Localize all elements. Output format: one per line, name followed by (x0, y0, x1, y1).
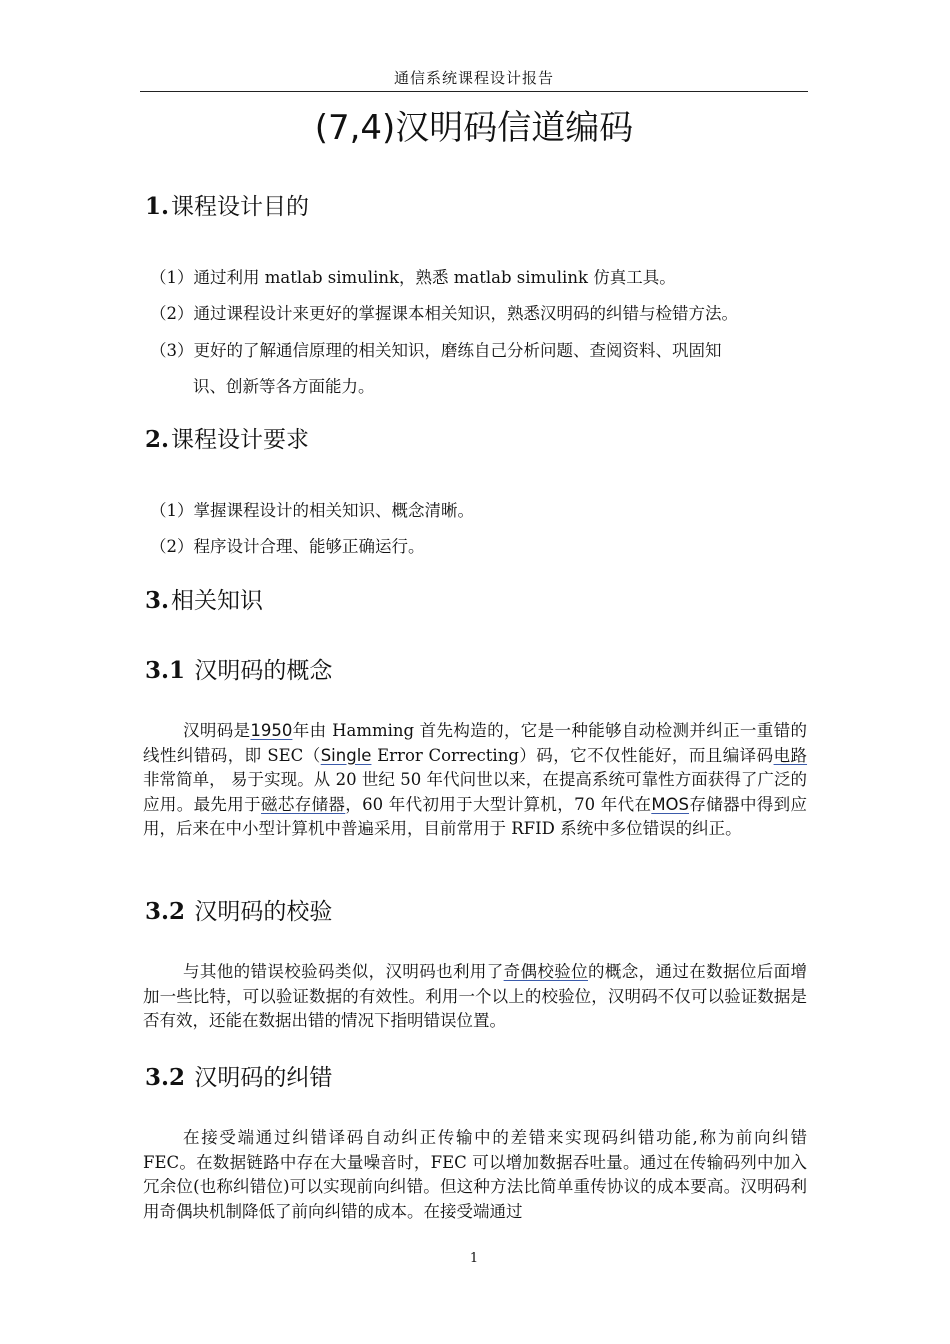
text-run: 与其他的错误校验码类似，汉明码也利用了 (183, 962, 504, 981)
text-run: Error Correcting）码，它不仅性能好，而且编译码 (371, 745, 774, 765)
section-1-heading (145, 188, 309, 221)
section-number: 3.1 (145, 657, 186, 684)
section-number: 1. (145, 193, 170, 220)
link-magnetic-core-memory[interactable]: 磁芯存储器 (261, 794, 346, 814)
text-run: ，60 年代初用于大型计算机，70 年代在 (345, 794, 652, 814)
section-title: 课程设计要求 (171, 427, 310, 453)
list-item: （1）掌握课程设计的相关知识、概念清晰。 (150, 501, 474, 520)
section-3-2b-heading (145, 1059, 332, 1092)
section-3-heading (145, 582, 263, 615)
list-item: （1）通过利用 matlab simulink，熟悉 matlab simulink 仿真工具。 (150, 268, 676, 287)
text-run: 非常简单， 易于实现。从 20 世纪 50 年代问世以来，在提高系统可靠性方面获得了广泛的应用。最先用于 (143, 770, 807, 814)
page-number: 1 (469, 1251, 479, 1266)
document-title: (7,4)汉明码信道编码 (314, 108, 634, 148)
section-3-1-heading (145, 652, 332, 685)
page-header: 通信系统课程设计报告 (393, 69, 554, 87)
link-1950[interactable]: 1950 (250, 721, 293, 740)
section-title: 汉明码的概念 (187, 658, 333, 684)
paragraph-check (143, 960, 807, 1034)
paragraph-correction: 在接受端通过纠错译码自动纠正传输中的差错来实现码纠错功能,称为前向纠错 FEC。在数据链路中存在大量噪音时，FEC 可以增加数据吞吐量。通过在传输码列中加入冗余位(也称纠错位)可以实现前向纠错。但这种方法比简单重传协议的成本要高。汉明码利用奇偶块机制降低了前向纠错的成本。在接受端通过 (143, 1128, 807, 1221)
section-title: 相关知识 (171, 588, 264, 614)
section-title: 汉明码的纠错 (187, 1065, 333, 1091)
link-mos[interactable]: MOS (651, 794, 690, 814)
section-number: 2. (145, 426, 170, 453)
link-circuit[interactable]: 电路 (773, 745, 808, 765)
section-2-heading (145, 421, 309, 454)
text-run: 年由 Hamming 首先构造的，它是一种能够自动检测并纠正一重错的线性纠错码，即 SEC（ (143, 721, 807, 765)
paragraph-concept (143, 719, 807, 842)
list-item-continuation: 识、创新等各方面能力。 (193, 377, 375, 396)
section-number: 3.2 (145, 1064, 186, 1091)
section-title: 课程设计目的 (171, 194, 310, 220)
list-item: （2）通过课程设计来更好的掌握课本相关知识，熟悉汉明码的纠错与检错方法。 (150, 304, 738, 323)
section-title: 汉明码的校验 (187, 899, 333, 925)
link-parity-bit[interactable]: 奇偶校验位 (503, 962, 588, 981)
header-rule (140, 91, 808, 92)
list-item: （3）更好的了解通信原理的相关知识，磨练自己分析问题、查阅资料、巩固知 (150, 341, 722, 360)
link-single[interactable]: Single (320, 745, 372, 765)
text-run: 的概念，通过在数据位后面增加一些比特，可以验证数据的有效性。利用一个以上的校验位，汉明码不仅可以验证数据是否有效，还能在数据出错的情况下指明错误位置。 (143, 962, 807, 1030)
list-item: （2）程序设计合理、能够正确运行。 (150, 537, 425, 556)
section-3-2-heading (145, 893, 332, 926)
text-run: 存储器中得到应用，后来在中小型计算机中普遍采用，目前常用于 RFID 系统中多位错误的纠正。 (143, 794, 808, 838)
text-run: 汉明码是 (183, 721, 251, 740)
section-number: 3. (145, 587, 170, 614)
section-number: 3.2 (145, 898, 186, 925)
